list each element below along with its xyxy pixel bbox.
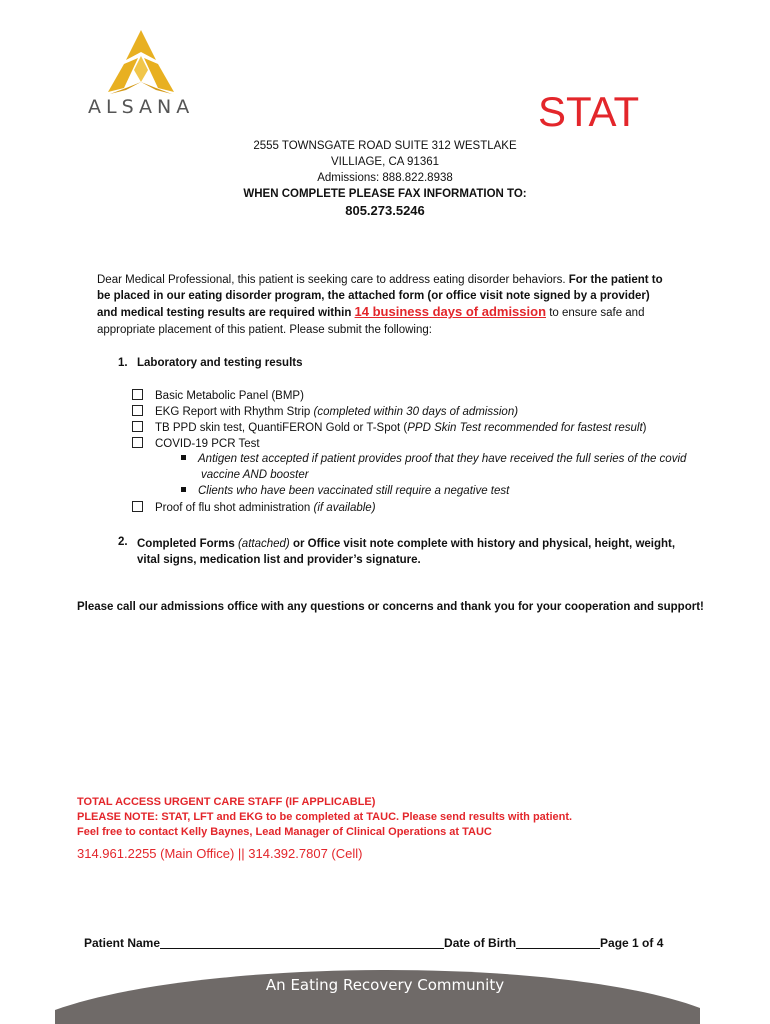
- checkbox-icon[interactable]: [132, 501, 143, 512]
- square-bullet-icon: [181, 487, 186, 492]
- checklist-item-note: PPD Skin Test recommended for fastest result: [407, 422, 643, 434]
- page-number: Page 1 of 4: [600, 936, 664, 950]
- dob-label: Date of Birth: [444, 936, 517, 950]
- address-line-2: VILLIAGE, CA 91361: [330, 156, 440, 168]
- section-2-part-c: or Office visit note complete with history and physical, height, weight, vital signs, medication list and provider’s signature.: [137, 538, 676, 566]
- checklist-item-note: (completed within 30 days of admission): [313, 406, 519, 418]
- tauc-heading: TOTAL ACCESS URGENT CARE STAFF (IF APPLICABLE): [77, 796, 376, 808]
- sub-bullet-text: Antigen test accepted if patient provides proof that they have received the full series of the covid: [198, 453, 687, 465]
- intro-text-3: to ensure safe and appropriate placement of this patient. Please submit the following:: [97, 307, 645, 336]
- checklist-item-label: Proof of flu shot administration: [155, 502, 314, 514]
- footer-tagline: An Eating Recovery Community: [265, 976, 505, 994]
- tauc-phones: 314.961.2255 (Main Office) || 314.392.7807 (Cell): [77, 846, 363, 861]
- sub-bullet-text: Clients who have been vaccinated still require a negative test: [198, 485, 510, 497]
- checkbox-icon[interactable]: [132, 421, 143, 432]
- section-2-part-a: Completed Forms: [137, 538, 238, 550]
- intro-highlight: 14 business days of admission: [354, 304, 547, 320]
- dob-field[interactable]: [516, 948, 600, 949]
- checklist-item-label: COVID-19 PCR Test: [155, 438, 260, 450]
- sub-bullet: [181, 485, 509, 497]
- checklist-item: [132, 389, 304, 402]
- sub-bullet-continued: vaccine AND booster: [201, 469, 309, 481]
- logo-wordmark: ALSANA: [88, 96, 195, 118]
- intro-paragraph: [97, 272, 672, 338]
- checklist-item: [132, 421, 647, 434]
- checklist-item-note: (if available): [313, 502, 376, 514]
- checkbox-icon[interactable]: [132, 437, 143, 448]
- address-line-1: 2555 TOWNSGATE ROAD SUITE 312 WESTLAKE: [253, 140, 517, 152]
- checklist-item-label: TB PPD skin test, QuantiFERON Gold or T-Spot (: [155, 422, 408, 434]
- tauc-note: PLEASE NOTE: STAT, LFT and EKG to be completed at TAUC. Please send results with patient.: [77, 811, 573, 823]
- checkbox-icon[interactable]: [132, 389, 143, 400]
- checkbox-icon[interactable]: [132, 405, 143, 416]
- patient-fields: [84, 936, 663, 950]
- section-2-text: [137, 536, 697, 568]
- checklist-item-label: Basic Metabolic Panel (BMP): [155, 390, 304, 402]
- sub-bullet: [181, 453, 686, 465]
- section-1-title: Laboratory and testing results: [137, 357, 303, 369]
- patient-name-label: Patient Name: [84, 936, 161, 950]
- checklist-item: [132, 501, 376, 514]
- patient-name-field[interactable]: [160, 948, 444, 949]
- tauc-contact: Feel free to contact Kelly Baynes, Lead Manager of Clinical Operations at TAUC: [77, 826, 492, 838]
- fax-instruction: WHEN COMPLETE PLEASE FAX INFORMATION TO:: [243, 188, 527, 200]
- intro-text-1: Dear Medical Professional, this patient is seeking care to address eating disorder behaviors.: [97, 274, 569, 286]
- checklist-item: [132, 437, 260, 450]
- checklist-item: [132, 405, 518, 418]
- thanks-note: Please call our admissions office with any questions or concerns and thank you for your cooperation and support!: [77, 601, 704, 613]
- square-bullet-icon: [181, 455, 186, 460]
- checklist-item-end: ): [642, 422, 647, 434]
- section-2-number: 2.: [118, 536, 128, 548]
- checklist-item-label: EKG Report with Rhythm Strip: [155, 406, 314, 418]
- admissions-phone: Admissions: 888.822.8938: [317, 172, 453, 184]
- section-2-part-b: (attached): [237, 538, 290, 550]
- section-1-number: 1.: [118, 357, 128, 369]
- fax-number: 805.273.5246: [345, 203, 425, 218]
- stat-heading: STAT: [538, 88, 640, 135]
- intro-text-2: For the patient to be placed in our eating disorder program, the attached form (or office visit note signed by a provider) and medical testing results are required within: [97, 274, 663, 320]
